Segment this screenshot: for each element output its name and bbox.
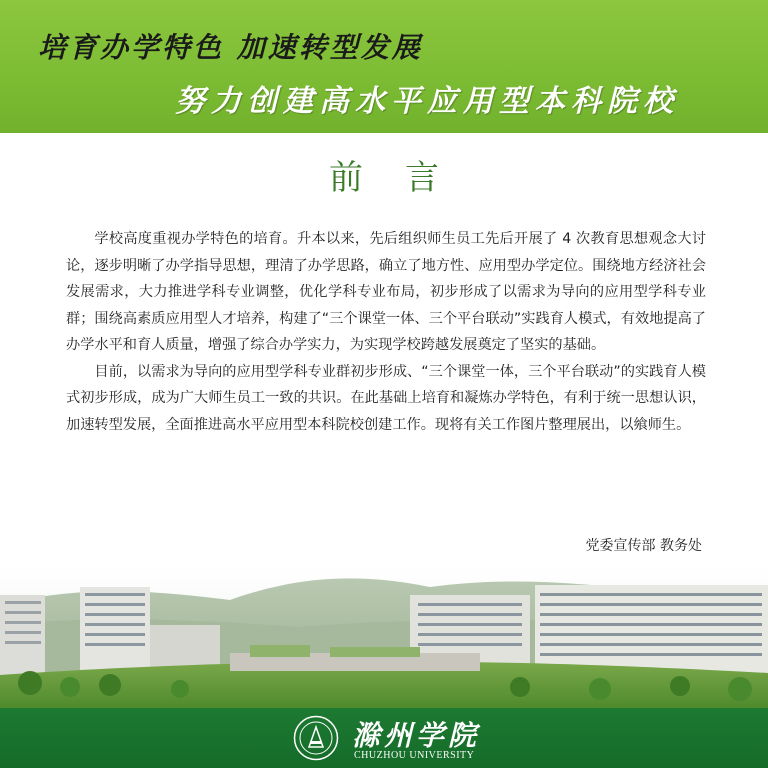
university-emblem-icon: [293, 715, 339, 761]
banner-slogan-1: 培育办学特色 加速转型发展: [38, 31, 423, 64]
header-banner: [0, 0, 768, 133]
banner-slogan-2: 努力创建高水平应用型本科院校: [175, 84, 679, 119]
preface-paragraph-1: 学校高度重视办学特色的培育。升本以来，先后组织师生员工先后开展了 4 次教育思想观念大讨论，逐步明晰了办学指导思想，理清了办学思路，确立了地方性、应用型办学定位。围绕地方经济社会发展需求，大力推进学科专业调整，优化学科专业布局，初步形成了以需求为导向的应用型学科专业群；围绕高素质应用型人才培养，构建了“三个课堂一体、三个平台联动”实践育人模式，有效地提高了办学水平和育人质量，增强了综合办学实力，为实现学校跨越发展奠定了坚实的基础。: [66, 231, 706, 353]
signature-org: 党委宣传部 教务处: [585, 538, 702, 554]
page-title: 前言: [329, 158, 481, 198]
university-name-cn: 滁州学院: [352, 719, 481, 752]
campus-photo: [0, 565, 768, 708]
university-name-en: CHUZHOU UNIVERSITY: [354, 750, 475, 761]
footer-bar: [0, 708, 768, 768]
preface-body: [66, 226, 706, 438]
preface-paragraph-2: 目前，以需求为导向的应用型学科专业群初步形成、“三个课堂一体，三个平台联动”的实践育人模式初步形成，成为广大师生员工一致的共识。在此基础上培育和凝炼办学特色，有利于统一思想认识，加速转型发展，全面推进高水平应用型本科院校创建工作。现将有关工作图片整理展出，以飨师生。: [66, 363, 706, 433]
